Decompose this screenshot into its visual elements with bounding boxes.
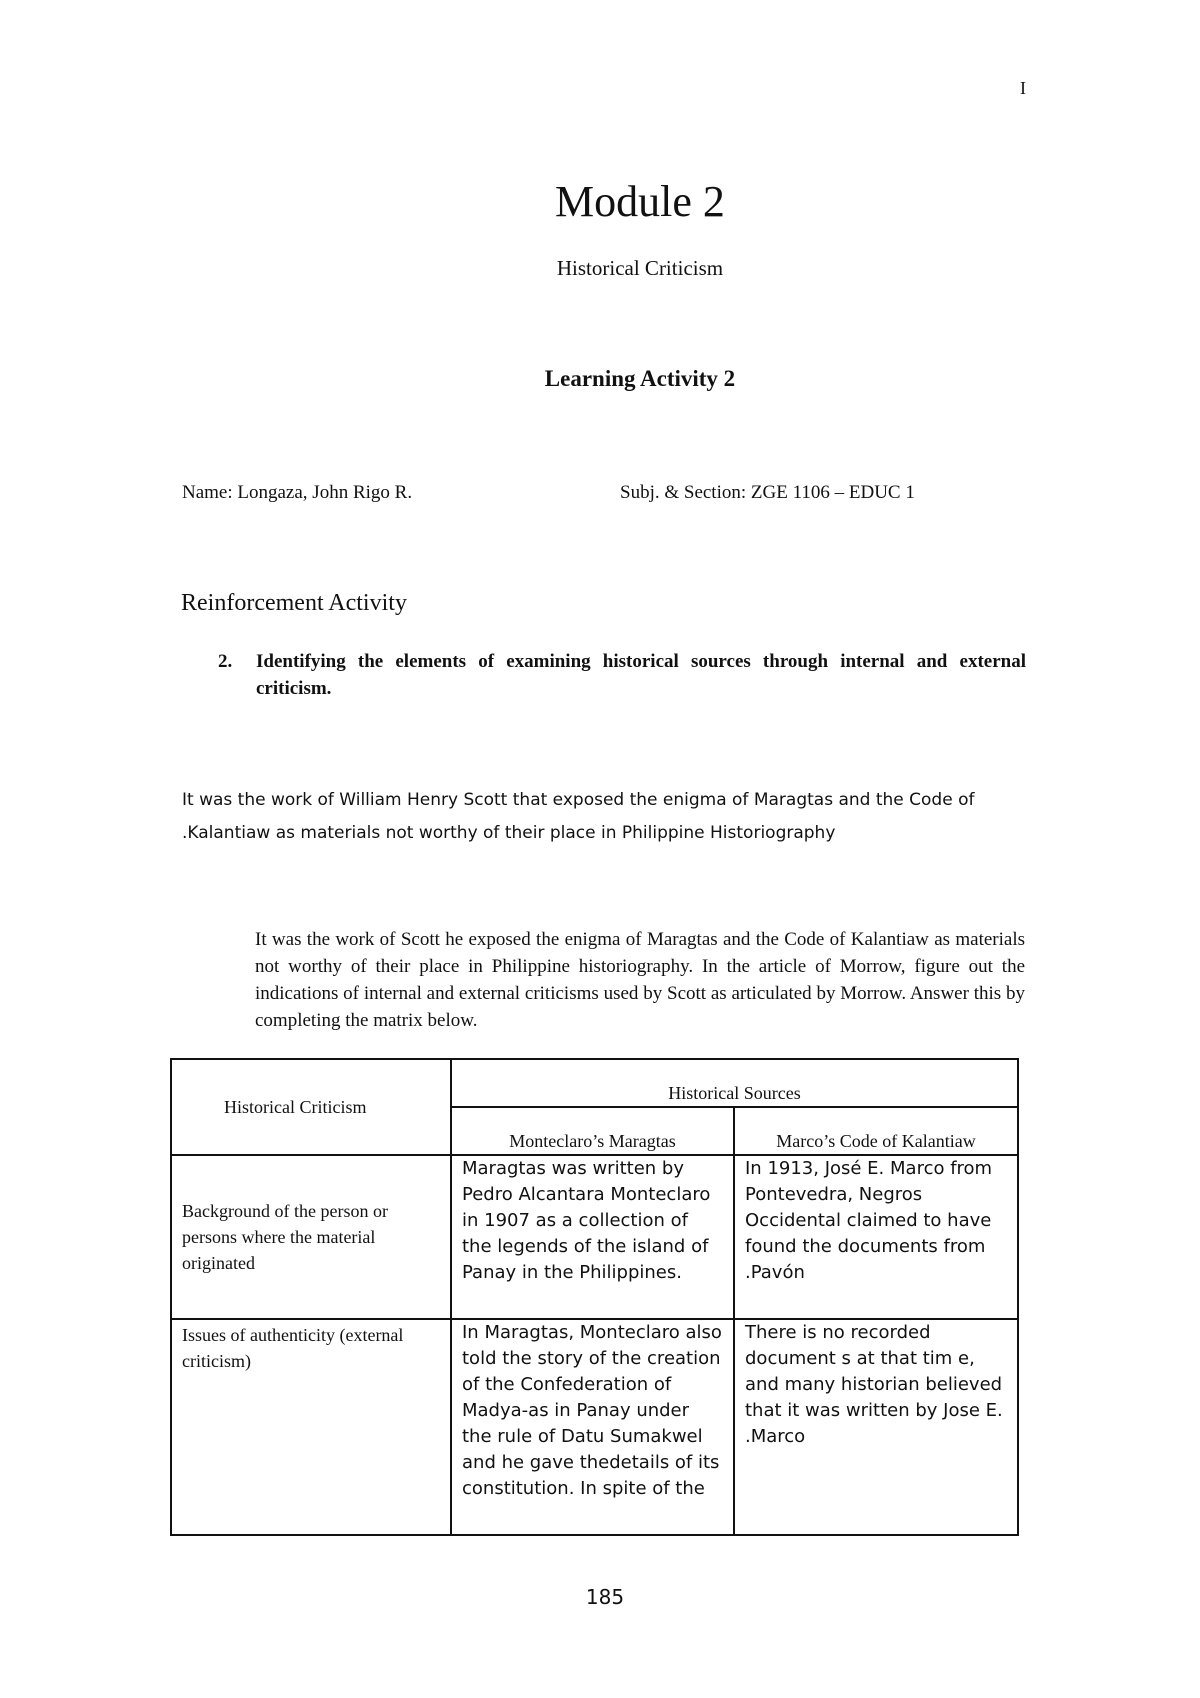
source-1-header-cell <box>451 1107 734 1155</box>
answer-paragraph: It was the work of William Henry Scott that exposed the enigma of Maragtas and the Code of .Kalantiaw as materials not worthy of their place in Philippine Historiography <box>182 790 975 843</box>
page-number: 185 <box>585 1585 625 1609</box>
reinforcement-heading: Reinforcement Activity <box>181 590 407 616</box>
student-name: Name: Longaza, John Rigo R. <box>182 482 413 503</box>
criticism-matrix <box>170 1058 1019 1536</box>
task-text: Identifying the elements of examining historical sources through internal and external criticism. <box>256 651 1026 699</box>
table-row <box>171 1319 1018 1535</box>
instruction-paragraph: It was the work of Scott he exposed the enigma of Maragtas and the Code of Kalantiaw as materials not worthy of their place in Philippine historiography. In the article of Morrow, figure out the indications of internal and external criticisms used by Scott as articulated by Morrow. Answer this by completing the matrix below. <box>255 929 1025 1031</box>
source-2-header-cell <box>734 1107 1018 1155</box>
task-item <box>218 648 1026 702</box>
table-row <box>171 1155 1018 1319</box>
corner-mark: I <box>1020 78 1026 98</box>
criticism-header-cell <box>171 1059 451 1155</box>
matrix-header-row <box>171 1059 1018 1107</box>
kalantiaw-authenticity-cell: There is no recorded document s at that tim e, and many historian believed that it was written by Jose E. .Marco <box>734 1319 1018 1535</box>
activity-title: Learning Activity 2 <box>544 366 736 391</box>
maragtas-background-cell: Maragtas was written by Pedro Alcantara Monteclaro in 1907 as a collection of the legends of the island of Panay in the Philippines. <box>451 1155 734 1319</box>
sources-header-cell <box>451 1059 1018 1107</box>
kalantiaw-background-cell: In 1913, José E. Marco from Pontevedra, Negros Occidental claimed to have found the documents from .Pavón <box>734 1155 1018 1319</box>
sources-header: Historical Sources <box>668 1083 801 1103</box>
subject-section: Subj. & Section: ZGE 1106 – EDUC 1 <box>620 482 915 503</box>
maragtas-authenticity-cell: In Maragtas, Monteclaro also told the story of the creation of the Confederation of Madya-as in Panay under the rule of Datu Sumakwel and he gave thedetails of its constitution. In spite of the <box>451 1319 734 1535</box>
task-number: 2. <box>218 651 233 672</box>
row-label-authenticity: Issues of authenticity (external criticism) <box>171 1319 451 1535</box>
module-title: Module 2 <box>555 177 725 226</box>
source-2-header: Marco’s Code of Kalantiaw <box>776 1131 976 1151</box>
module-subtitle: Historical Criticism <box>556 256 724 280</box>
criticism-header: Historical Criticism <box>224 1097 367 1117</box>
row-label-background: Background of the person or persons where the material originated <box>171 1155 451 1319</box>
source-1-header: Monteclaro’s Maragtas <box>509 1131 676 1151</box>
